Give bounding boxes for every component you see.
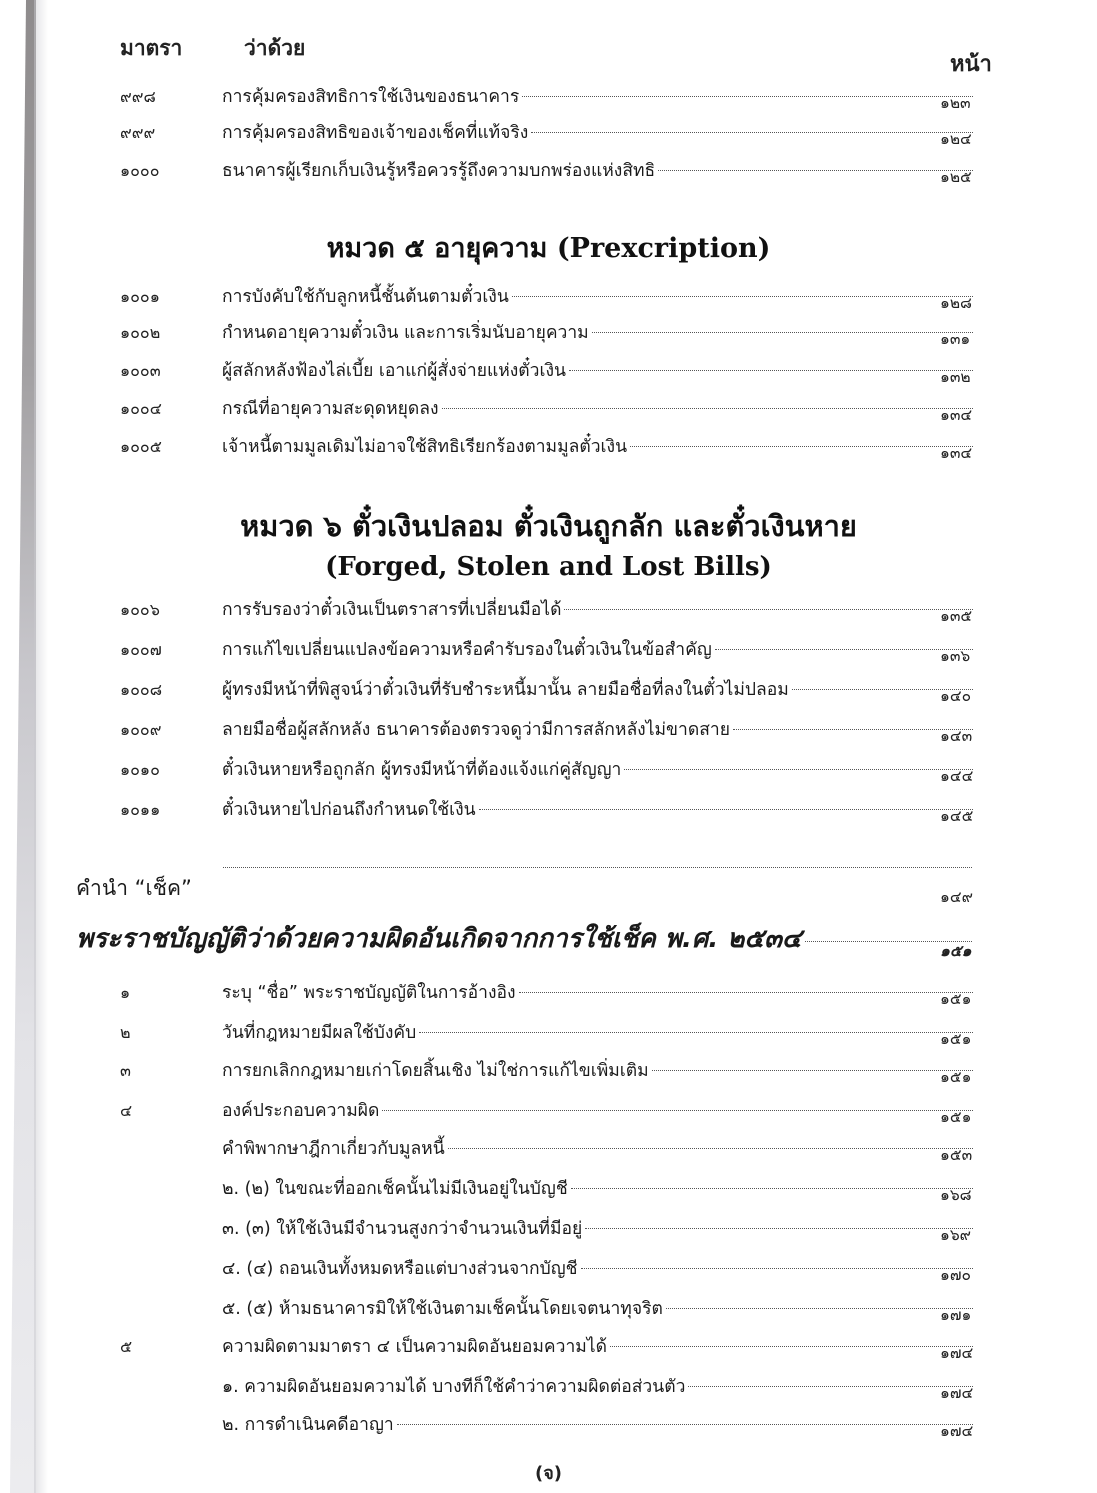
section-number: ๙๙๘ [120, 87, 156, 106]
leader-dots [522, 96, 973, 97]
entry-title: ตั๋วเงินหายไปก่อนถึงกำหนดใช้เงิน [222, 800, 476, 820]
section-number: ๑๐๑๑ [120, 800, 161, 819]
leader-dots [512, 296, 973, 297]
entry-title: ๒. การดำเนินคดีอาญา [222, 1415, 394, 1435]
section-number: ๑ [120, 983, 131, 1002]
page-number: ๑๕๑ [940, 1030, 972, 1048]
entry-title: เจ้าหนี้ตามมูลเดิมไม่อาจใช้สิทธิเรียกร้องตามมูลตั๋วเงิน [222, 437, 628, 457]
leader-dots [592, 332, 973, 333]
page-number: ๑๔๙ [940, 888, 973, 906]
page-number: ๑๓๔ [940, 444, 973, 462]
toc-entry [0, 282, 1097, 312]
page-number: ๑๖๙ [940, 1226, 972, 1244]
page-number: ๑๔๓ [940, 727, 973, 745]
toc-entry [0, 1410, 1097, 1440]
section-number: ๑๐๑๐ [120, 760, 160, 779]
page-number: ๑๓๑ [940, 330, 971, 348]
toc-entry [0, 1174, 1097, 1204]
section-number: ๑๐๐๘ [120, 680, 163, 699]
section-number: ๑๐๐๔ [120, 399, 162, 418]
leader-dots [666, 1308, 973, 1309]
act-title: พระราชบัญญัติว่าด้วยความผิดอันเกิดจากการใช้เช็ค พ.ศ. ๒๕๓๔ [76, 924, 802, 954]
section-number: ๑๐๐๓ [120, 361, 161, 380]
page-number: ๑๕๓ [940, 1146, 973, 1164]
page-number: ๑๕๑ [940, 1108, 972, 1126]
toc-entry [0, 82, 1097, 112]
toc-entry [0, 1134, 1097, 1164]
leader-dots [658, 170, 973, 171]
toc-entry [0, 1332, 1097, 1362]
toc-entry [0, 118, 1097, 148]
page-number: ๑๕๑ [940, 942, 972, 960]
entry-title: คำพิพากษาฎีกาเกี่ยวกับมูลหนี้ [222, 1139, 445, 1159]
leader-dots [448, 1148, 973, 1149]
page-number: ๑๗๔ [940, 1422, 974, 1440]
section-number: ๒ [120, 1023, 131, 1042]
toc-entry [0, 1372, 1097, 1402]
page-number: ๑๗๔ [940, 1344, 974, 1362]
page-number: ๑๒๘ [940, 294, 973, 312]
column-header-page: หน้า [950, 52, 992, 77]
page-number: ๑๗๐ [940, 1266, 971, 1284]
toc-entry [0, 156, 1097, 186]
entry-title: ผู้ทรงมีหน้าที่พิสูจน์ว่าตั๋วเงินที่รับชำระหนี้มานั้น ลายมือชื่อที่ลงในตั๋วไม่ปลอม [222, 680, 789, 700]
leader-dots [733, 729, 973, 730]
page-number: ๑๓๔ [940, 406, 973, 424]
leader-dots [442, 408, 974, 409]
section-number: ๑๐๐๕ [120, 437, 162, 456]
leader-dots [531, 132, 973, 133]
chapter-5-heading: หมวด ๕ อายุความ (Prexcription) [326, 233, 771, 264]
page-number: ๑๓๒ [940, 368, 971, 386]
entry-title: การยกเลิกกฎหมายเก่าโดยสิ้นเชิง ไม่ใช่การแก้ไขเพิ่มเติม [222, 1061, 649, 1081]
leader-dots [223, 867, 972, 868]
entry-title: ระบุ “ชื่อ” พระราชบัญญัติในการอ้างอิง [222, 983, 516, 1003]
leader-dots [581, 1268, 973, 1269]
page-number: ๑๓๖ [940, 647, 971, 665]
entry-title: การแก้ไขเปลี่ยนแปลงข้อความหรือคำรับรองในตั๋วเงินในข้อสำคัญ [222, 640, 712, 660]
intro-entry [0, 872, 1097, 906]
page-number: ๑๓๕ [940, 607, 973, 625]
leader-dots [652, 1070, 973, 1071]
toc-entry [0, 795, 1097, 825]
entry-title: วันที่กฎหมายมีผลใช้บังคับ [222, 1023, 417, 1043]
toc-entry [0, 715, 1097, 745]
entry-title: กำหนดอายุความตั๋วเงิน และการเริ่มนับอายุความ [222, 323, 589, 343]
section-number: ๑๐๐๑ [120, 287, 160, 306]
section-number: ๑๐๐๒ [120, 323, 161, 342]
toc-entry [0, 432, 1097, 462]
page-marker: (จ) [535, 1463, 562, 1484]
toc-entry [0, 394, 1097, 424]
column-header-description: ว่าด้วย [244, 36, 306, 60]
page-number: ๑๔๐ [940, 687, 972, 705]
entry-title: ๓. (๓) ให้ใช้เงินมีจำนวนสูงกว่าจำนวนเงินที่มีอยู่ [222, 1219, 583, 1239]
toc-entry [0, 1056, 1097, 1086]
leader-dots [585, 1228, 973, 1229]
toc-entry [0, 635, 1097, 665]
column-header-section: มาตรา [120, 36, 183, 60]
page-number: ๑๕๑ [940, 990, 972, 1008]
section-number: ๕ [120, 1337, 133, 1356]
section-number: ๑๐๐๖ [120, 600, 160, 619]
leader-dots [630, 446, 973, 447]
entry-title: ผู้สลักหลังฟ้องไล่เบี้ย เอาแก่ผู้สั่งจ่ายแห่งตั๋วเงิน [222, 361, 566, 381]
leader-dots [715, 649, 973, 650]
page-number: ๑๗๔ [940, 1384, 974, 1402]
section-number: ๑๐๐๗ [120, 640, 162, 659]
page-number: ๑๕๑ [940, 1068, 972, 1086]
chapter-6-heading-english: (Forged, Stolen and Lost Bills) [325, 552, 772, 582]
entry-title: ธนาคารผู้เรียกเก็บเงินรู้หรือควรรู้ถึงความบกพร่องแห่งสิทธิ [222, 161, 656, 181]
section-number: ๓ [120, 1061, 131, 1080]
section-number: ๑๐๐๐ [120, 161, 160, 180]
section-number: ๔ [120, 1101, 133, 1120]
leader-dots [419, 1032, 973, 1033]
leader-dots [519, 992, 973, 993]
leader-dots [569, 370, 973, 371]
intro-label: คำนำ “เช็ค” [76, 876, 192, 900]
leader-dots [564, 609, 973, 610]
entry-title: ๑. ความผิดอันยอมความได้ บางทีก็ใช้คำว่าความผิดต่อส่วนตัว [222, 1377, 686, 1397]
entry-title: ๒. (๒) ในขณะที่ออกเช็คนั้นไม่มีเงินอยู่ในบัญชี [222, 1179, 568, 1199]
toc-entry [0, 675, 1097, 705]
entry-title: ลายมือชื่อผู้สลักหลัง ธนาคารต้องตรวจดูว่ามีการสลักหลังไม่ขาดสาย [222, 720, 730, 740]
toc-entry [0, 318, 1097, 348]
page-number: ๑๒๔ [940, 130, 972, 148]
leader-dots [571, 1188, 973, 1189]
toc-entry [0, 1254, 1097, 1284]
page-number: ๑๒๕ [940, 168, 972, 186]
page-number: ๑๗๑ [940, 1306, 972, 1324]
chapter-6-heading: หมวด ๖ ตั๋วเงินปลอม ตั๋วเงินถูกลัก และตั๋วเงินหาย [240, 509, 857, 543]
leader-dots [624, 769, 973, 770]
entry-title: การบังคับใช้กับลูกหนี้ชั้นต้นตามตั๋วเงิน [222, 287, 509, 307]
entry-title: กรณีที่อายุความสะดุดหยุดลง [222, 399, 439, 419]
toc-entry [0, 1018, 1097, 1048]
leader-dots [397, 1424, 973, 1425]
act-entry [0, 918, 1097, 958]
entry-title: ๕. (๕) ห้ามธนาคารมิให้ใช้เงินตามเช็คนั้นโดยเจตนาทุจริต [222, 1299, 663, 1319]
page-number: ๑๖๘ [940, 1186, 972, 1204]
entry-title: ๔. (๔) ถอนเงินทั้งหมดหรือแต่บางส่วนจากบัญชี [222, 1259, 578, 1279]
entry-title: การรับรองว่าตั๋วเงินเป็นตราสารที่เปลี่ยนมือได้ [222, 600, 562, 620]
toc-entry [0, 356, 1097, 386]
page-number: ๑๔๔ [940, 767, 974, 785]
entry-title: องค์ประกอบความผิด [222, 1101, 380, 1121]
toc-entry [0, 755, 1097, 785]
leader-dots [688, 1386, 973, 1387]
toc-entry [0, 1096, 1097, 1126]
toc-entry [0, 595, 1097, 625]
entry-title: ความผิดตามมาตรา ๔ เป็นความผิดอันยอมความได้ [222, 1337, 607, 1357]
toc-entry [0, 1294, 1097, 1324]
leader-dots [479, 809, 973, 810]
entry-title: ตั๋วเงินหายหรือถูกลัก ผู้ทรงมีหน้าที่ต้องแจ้งแก่คู่สัญญา [222, 760, 622, 780]
entry-title: การคุ้มครองสิทธิของเจ้าของเช็คที่แท้จริง [222, 123, 529, 143]
page-number: ๑๒๓ [940, 94, 971, 112]
toc-entry [0, 1214, 1097, 1244]
section-number: ๑๐๐๙ [120, 720, 162, 739]
page-number: ๑๔๕ [940, 807, 974, 825]
section-number: ๙๙๙ [120, 123, 156, 142]
leader-dots [382, 1110, 973, 1111]
toc-entry [0, 978, 1097, 1008]
leader-dots [610, 1346, 973, 1347]
entry-title: การคุ้มครองสิทธิการใช้เงินของธนาคาร [222, 87, 520, 107]
